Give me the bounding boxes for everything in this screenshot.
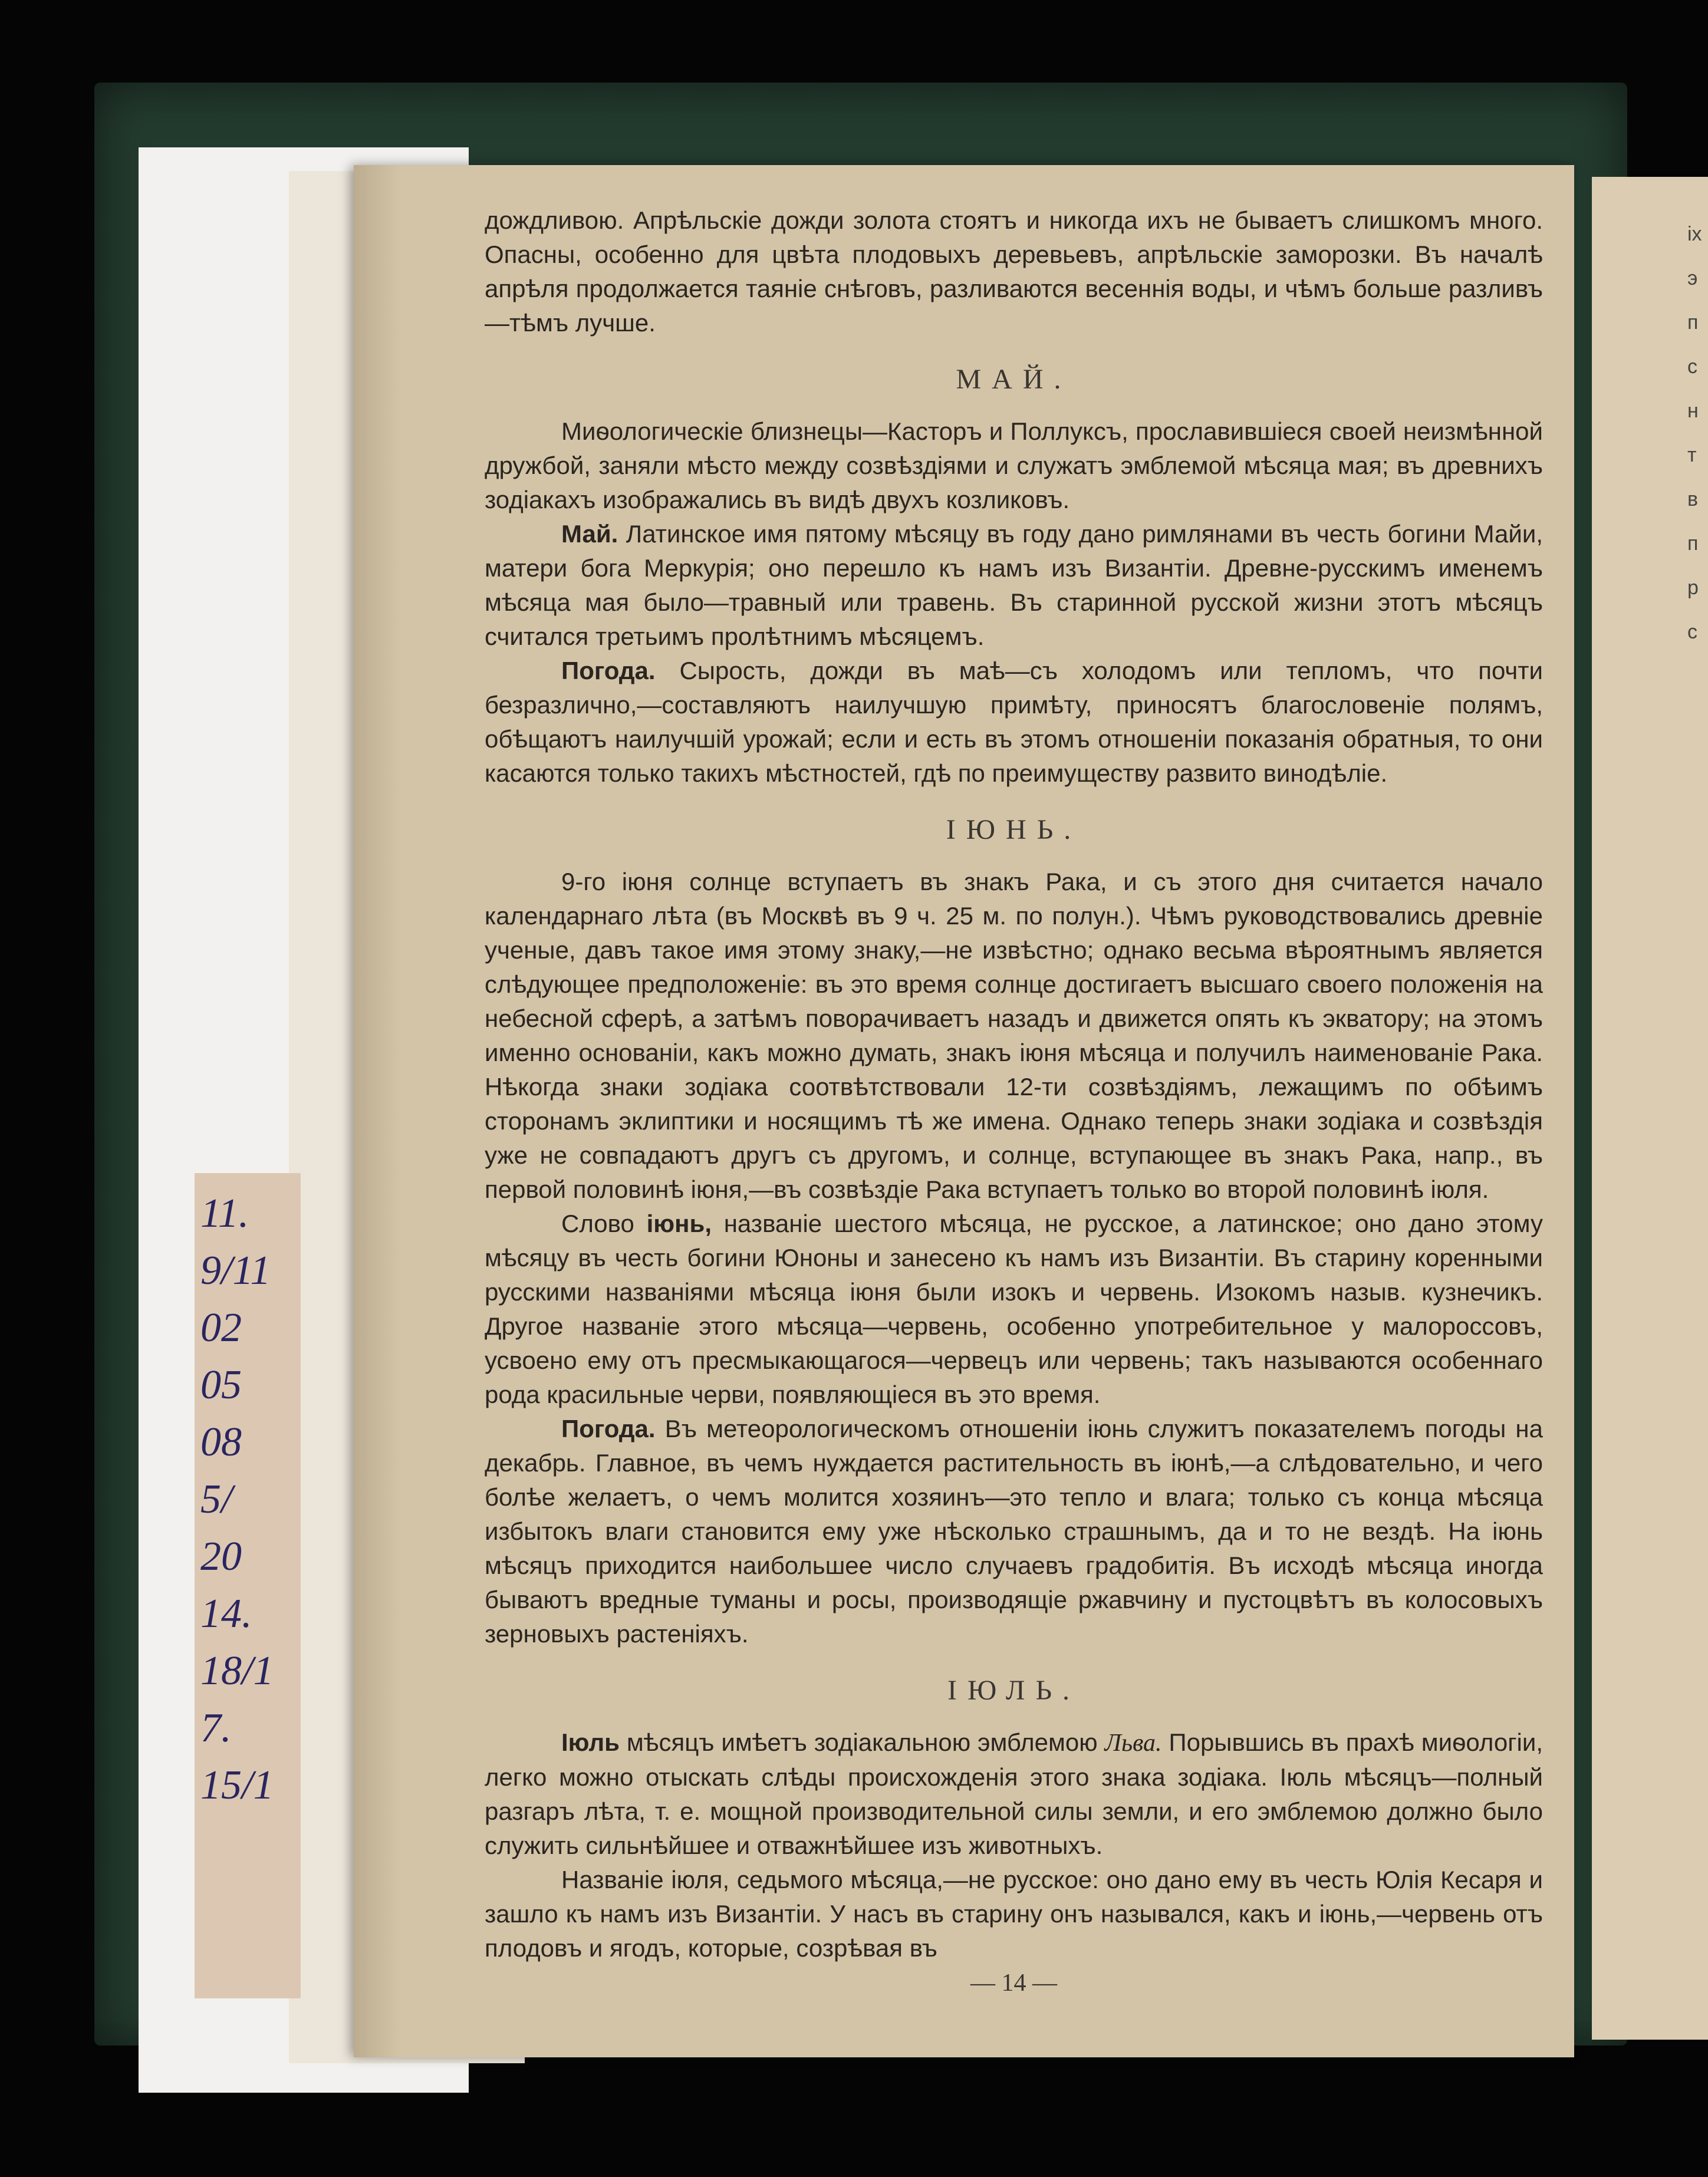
next-page-fragments [1687, 212, 1702, 654]
note-line: 7. [200, 1705, 232, 1751]
paragraph-text: Латинское имя пятому мѣсяцу въ году дано римлянами въ честь богини Майи, матери бога Меркурія; оно перешло къ намъ изъ Византіи. Древне-русскимъ именемъ мѣсяца мая было—травный или травень. Въ старинной русской жизни этотъ мѣсяцъ считался третьимъ пролѣтнимъ мѣсяцемъ. [485, 520, 1543, 650]
paragraph-july-name: Названіе іюля, седьмого мѣсяца,—не русское: оно дано ему въ честь Юлія Кесаря и зашло къ намъ изъ Византіи. У насъ въ старину онъ назывался, какъ и іюнь,—червень отъ плодовъ и ягодъ, которые, созрѣвая въ [485, 1866, 1543, 1962]
note-line: 18/1 [200, 1648, 274, 1694]
paragraph-text: Въ метеорологическомъ отношеніи іюнь служитъ показателемъ погоды на декабрь. Главное, въ чемъ нуждается растительность въ іюнѣ,—а слѣдовательно, и чего болѣе желаетъ, о чемъ молится хозяинъ—это тепло и влага; только съ конца мѣсяца избытокъ влаги становится ему уже нѣсколько страшнымъ, да и то не вездѣ. На іюнь мѣсяцъ приходится наибольшее число случаевъ градобитія. Въ исходѣ мѣсяца иногда бываютъ вредные туманы и росы, производящіе ржавчину и пустоцвѣтъ въ колосовыхъ зерновыхъ растеніяхъ. [485, 1415, 1543, 1648]
lead-word-weather: Погода. [561, 657, 656, 684]
paragraph-april-end: дождливою. Апрѣльскіе дожди золота стоятъ и никогда ихъ не бываетъ слишкомъ много. Опасны, особенно для цвѣта плодовыхъ деревьевъ, апрѣльскіе заморозки. Въ началѣ апрѣля продолжается таяніе снѣговъ, разливаются весеннія воды, и чѣмъ больше разливъ—тѣмъ лучше. [485, 206, 1543, 337]
page-gutter [354, 165, 401, 2057]
lead-word-june: іюнь, [646, 1210, 712, 1237]
note-line: 05 [200, 1362, 242, 1408]
paragraph-text: Порывшись въ прахѣ миѳологіи, легко можно отыскать слѣды происхожденія этого знака зодіака. Іюль мѣсяцъ—полный разгаръ лѣта, т. е. мощной производительной силы земли, и его эмблемою должно было служить сильнѣйшее и отважнѣйшее изъ животныхъ. [485, 1728, 1543, 1859]
note-line: 11. [200, 1191, 249, 1236]
paragraph-may-name [485, 517, 1543, 654]
fragment: с [1687, 621, 1697, 643]
heading-june: ІЮНЬ. [946, 814, 1082, 845]
heading-july: ІЮЛЬ. [947, 1675, 1081, 1706]
paragraph-text: мѣсяцъ имѣетъ зодіакальною эмблемою [620, 1728, 1105, 1756]
note-line: 02 [200, 1305, 242, 1351]
paragraph-june-weather [485, 1412, 1543, 1651]
paragraph-text: названіе шестого мѣсяца, не русское, а латинское; оно дано этому мѣсяцу въ честь богини Юноны и занесено къ намъ изъ Византіи. Въ старину коренными русскими названіями мѣсяца іюня были изокъ и червень. Изокомъ назыв. кузнечикъ. Другое названіе этого мѣсяца—червень, особенно употребительное у малороссовъ, усвоено ему отъ пресмыкающагося—червецъ или червень; такъ называются особеннаго рода красильные черви, появляющіеся въ это время. [485, 1210, 1543, 1408]
fragment: п [1687, 532, 1699, 555]
fragment: р [1687, 577, 1699, 599]
paragraph-june-cancer: 9-го іюня солнце вступаетъ въ знакъ Рака, и съ этого дня считается начало календарнаго лѣта (въ Москвѣ въ 9 ч. 25 м. по полун.). Чѣмъ руководствовались древніе ученые, давъ такое имя этому знаку,—не извѣстно; однако весьма вѣроятнымъ является слѣдующее предположеніе: въ это время солнце достигаетъ высшаго своего положенія на небесной сферѣ, а затѣмъ поворачиваетъ назадъ и движется опять къ экватору; на этомъ именно основаніи, какъ можно думать, знакъ іюня мѣсяца и получилъ наименованіе Рака. Нѣкогда знаки зодіака соотвѣтствовали 12-ти созвѣздіямъ, лежащимъ по обѣимъ сторонамъ эклиптики и носящимъ тѣ же имена. Однако теперь знаки зодіака и созвѣздія уже не совпадаютъ другъ съ другомъ, и солнце, вступающее въ знакъ Рака, напр., въ первой половинѣ іюня,—въ созвѣздіе Рака вступаетъ только во второй половинѣ іюля. [485, 868, 1543, 1203]
fragment: т [1687, 444, 1697, 466]
paragraph-text: Слово [561, 1210, 647, 1237]
page-content [485, 203, 1543, 1965]
note-line: 9/11 [200, 1248, 271, 1293]
note-line: 20 [200, 1534, 242, 1579]
fragment: с [1687, 355, 1697, 378]
fragment: э [1687, 267, 1698, 289]
handwritten-notes [200, 1185, 301, 1814]
fragment: ix [1687, 223, 1702, 245]
heading-may: МАЙ. [956, 364, 1072, 395]
fragment: п [1687, 311, 1699, 334]
lead-word-weather: Погода. [561, 1415, 656, 1442]
paragraph-may-emblem: Миѳологическіе близнецы—Касторъ и Поллуксъ, прославившіеся своей неизмѣнной дружбой, заняли мѣсто между созвѣздіями и служатъ эмблемой мѣсяца мая; въ древнихъ зодіакахъ изображались въ видѣ двухъ козликовъ. [485, 417, 1543, 513]
note-line: 08 [200, 1420, 242, 1465]
italic-leo: Льва. [1104, 1730, 1162, 1757]
note-line: 14. [200, 1591, 252, 1636]
lead-word-may: Май. [561, 520, 618, 548]
lead-word-july: Іюль [561, 1728, 620, 1756]
fragment: в [1687, 488, 1699, 511]
paragraph-may-weather [485, 654, 1543, 791]
paragraph-july-emblem [485, 1725, 1543, 1863]
paragraph-june-name [485, 1207, 1543, 1412]
note-line: 15/1 [200, 1763, 274, 1808]
note-line: 5/ [200, 1477, 233, 1522]
fragment: н [1687, 400, 1699, 422]
page-number: — 14 — [970, 1969, 1057, 1997]
paragraph-text: Сырость, дожди въ маѣ—съ холодомъ или тепломъ, что почти безразлично,—составляютъ наилучшую примѣту, приносятъ благословеніе полямъ, обѣщаютъ наилучшій урожай; если и есть въ этомъ отношеніи показанія обратныя, то они касаются только такихъ мѣстностей, гдѣ по преимуществу развито винодѣліе. [485, 657, 1543, 787]
